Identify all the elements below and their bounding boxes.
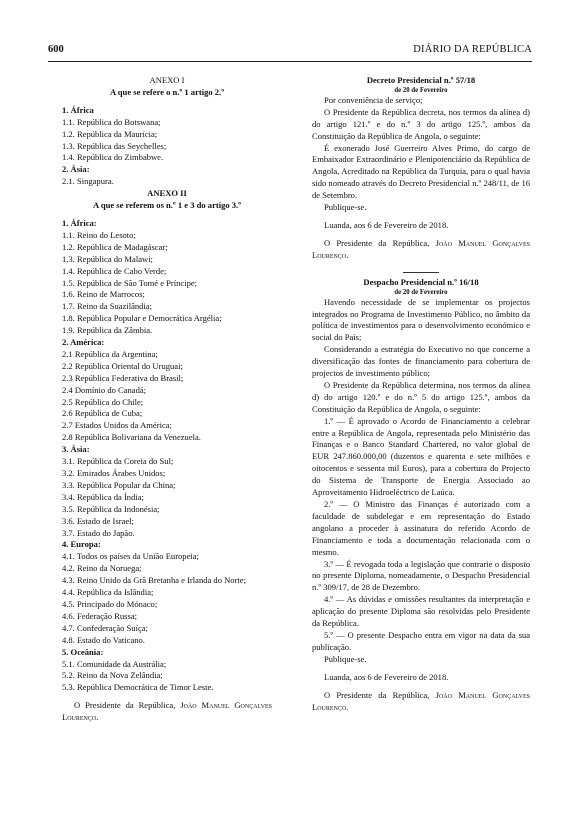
- list-item: 1.1. Reino do Lesoto;: [62, 229, 136, 240]
- list-item: 1.4. República do Zimbabwe.: [62, 152, 164, 163]
- paragraph: 5.º — O presente Despacho entra em vigor na data da sua publicação.: [312, 629, 530, 652]
- annex1-asia-list: [62, 176, 272, 188]
- list-item: 1.3. República do Malawi;: [62, 253, 153, 264]
- paragraph: Por conveniência de serviço;: [324, 94, 423, 105]
- annex2-title: ANEXO II: [147, 188, 187, 199]
- list-item: 5.1. Comunidade da Austrália;: [62, 658, 167, 669]
- list-item: 1.2. República de Madagáscar;: [62, 241, 168, 252]
- list-item: 1.1. República do Botswana;: [62, 116, 161, 127]
- paragraph: O Presidente da República decreta, nos termos da alínea d) do artigo 121.º e do n.º 3 do artigo 125.º, ambos da Constituição da República de Angola, o seguinte:: [312, 106, 530, 141]
- paragraph: 3.º — É revogada toda a legislação que contrarie o disposto no presente Diploma, nomeadamente, o Despacho Presidencial n.º 309/17, de 28 de Dezembro.: [312, 558, 530, 593]
- list-item: 4.3. Reino Unido da Grã Bretanha e Irlanda do Norte;: [62, 575, 246, 586]
- list-item: 5.2. Reino da Nova Zelândia;: [62, 670, 163, 681]
- europa-heading: 4. Europa:: [62, 539, 101, 550]
- paragraph: Publique-se.: [324, 653, 367, 664]
- list-item: 3.7. Estado do Japão.: [62, 527, 135, 538]
- list-item: 2.8 República Bolivariana da Venezuela.: [62, 432, 201, 443]
- decree-place-date: Luanda, aos 6 de Fevereiro de 2018.: [324, 219, 449, 230]
- paragraph: Havendo necessidade de se implementar os projectos integrados no Programa de Investimento Público, no âmbito da política de investimentos para o desenvolvimento económico e social do País;: [312, 296, 530, 343]
- paragraph: O Presidente da República determina, nos termos da alínea d) do artigo 120.º e do n.º 5 do artigo 125.º, ambos da Constituição da República de Angola, o seguinte:: [312, 379, 530, 414]
- annex1-africa-heading: 1. África: [62, 104, 94, 115]
- despacho-signature-prefix: O Presidente da República,: [324, 689, 436, 700]
- annex1-subtitle: A que se refere o n.º 1 artigo 2.º: [109, 86, 225, 97]
- despacho-body: [312, 297, 530, 666]
- annex1-africa-list: [62, 117, 272, 165]
- page-header: [48, 44, 532, 58]
- despacho-place-date: Luanda, aos 6 de Fevereiro de 2018.: [324, 671, 449, 682]
- decree-date: de 20 de Fevereiro: [394, 86, 448, 94]
- despacho-title: Despacho Presidencial n.º 16/18: [363, 276, 479, 287]
- list-item: 3.5. República da Indonésia;: [62, 503, 160, 514]
- paragraph: É exonerado José Guerreiro Alves Primo, do cargo de Embaixador Extraordinário e Plenipotenciário da República de Angola, Acreditado na República da Turquia, para o qual havia sido nomeado através do Decreto Presidencial n.º 248/11, de 16 de Setembro.: [312, 142, 530, 201]
- despacho-date: de 20 de Fevereiro: [394, 288, 448, 296]
- list-item: 2.5 República do Chile;: [62, 396, 144, 407]
- decree-signature-prefix: O Presidente da República,: [324, 237, 436, 248]
- list-item: 3.4. República da Índia;: [62, 491, 144, 502]
- signature-name: João Manuel Gonçalves Lourenço.: [62, 700, 272, 723]
- paragraph: 4.º — As dúvidas e omissões resultantes da interpretação e aplicação do presente Diploma são resolvidas pelo Presidente da República.: [312, 594, 530, 629]
- asia-list: [62, 456, 272, 539]
- list-item: 2.3 República Federativa do Brasil;: [62, 372, 184, 383]
- despacho-signature: [312, 690, 530, 714]
- america-heading: 2. América:: [62, 337, 105, 348]
- paragraph: Publique-se.: [324, 202, 367, 213]
- list-item: 1.2. República da Maurícia;: [62, 128, 158, 139]
- europa-list: [62, 551, 272, 646]
- right-column: [312, 75, 530, 713]
- paragraph: 2.º — O Ministro das Finanças é autorizado com a faculdade de subdelegar e em representação do Estado angolano a proceder à assinatura do referido Acordo de Financiamento e toda a documentação relacionada com o mesmo.: [312, 499, 530, 557]
- signature-prefix: O Presidente da República,: [74, 700, 181, 711]
- annex2-subtitle: A que se referem os n.º 1 e 3 do artigo 3.º: [93, 200, 241, 211]
- list-item: 1.9. República da Zâmbia.: [62, 325, 153, 336]
- left-column: [62, 75, 272, 724]
- list-item: 2.7 Estados Unidos da América;: [62, 420, 172, 431]
- list-item: 3.3. República Popular da China;: [62, 479, 176, 490]
- oceania-heading: 5. Oceânia:: [62, 646, 104, 657]
- list-item: 4.8. Estado do Vaticano.: [62, 634, 145, 645]
- list-item: 4.5. Principado do Mónaco;: [62, 598, 158, 609]
- america-list: [62, 349, 272, 444]
- asia-heading: 3. Ásia:: [62, 444, 90, 455]
- list-item: 2.6 República de Cuba;: [62, 408, 143, 419]
- list-item: 1.3. República das Seychelles;: [62, 140, 167, 151]
- paragraph: Considerando a estratégia do Executivo no que concerne a diversificação das fontes de financiamento para cobertura de projectos de investimento público;: [312, 344, 530, 379]
- decree-signature: [312, 238, 530, 262]
- list-item: 1.5. República de São Tomé e Príncipe;: [62, 277, 198, 288]
- list-item: 4.1. Todos os países da União Europeia;: [62, 551, 199, 562]
- list-item: 2.1. Singapura.: [62, 176, 114, 187]
- decree-body: [312, 95, 530, 214]
- list-item: 1.6. Reino de Marrocos;: [62, 289, 145, 300]
- list-item: 1.8. República Popular e Democrática Argélia;: [62, 313, 222, 324]
- list-item: 2.1 República da Argentina;: [62, 348, 158, 359]
- africa-list: [62, 230, 272, 337]
- section-separator: [403, 272, 439, 273]
- list-item: 4.4. República da Islândia;: [62, 587, 154, 598]
- list-item: 4.7. Confederação Suíça;: [62, 622, 148, 633]
- annex1-title: ANEXO I: [149, 75, 185, 85]
- list-item: 1.4. República de Cabo Verde;: [62, 265, 167, 276]
- list-item: 4.2. Reino da Noruega;: [62, 563, 142, 574]
- list-item: 3.2. Emirados Árabes Unidos;: [62, 468, 166, 478]
- list-item: 2.2 República Oriental do Uruguai;: [62, 360, 183, 371]
- list-item: 3.6. Estado de Israel;: [62, 515, 134, 526]
- list-item: 4.6. Federação Russa;: [62, 610, 138, 621]
- list-item: 5.3. República Democrática de Timor Leste.: [62, 682, 214, 693]
- list-item: 2.4 Domínio do Canadá;: [62, 384, 147, 395]
- list-item: 3.1. República da Coreia do Sul;: [62, 456, 174, 467]
- oceania-list: [62, 659, 272, 695]
- page-number: 600: [48, 44, 64, 55]
- list-item: 1.7. Reino da Suazilândia;: [62, 301, 152, 312]
- left-signature: [62, 700, 272, 724]
- annex1-asia-heading: 2. Ásia:: [62, 164, 90, 175]
- paragraph: 1.º — É aprovado o Acordo de Financiamento a celebrar entre a República de Angola, representada pelo Ministério das Finanças e o Banco Standard Chartered, no valor global de EUR 247.860.000,00 (duzentos e quarenta e sete milhões e oitocentos e sessenta mil Euros), para a cobertura do Projecto do Sistema de Transporte de Energia Associado ao Aproveitamento Hidroeléctrico de Laúca.: [312, 415, 530, 498]
- decree-title: Decreto Presidencial n.º 57/18: [366, 75, 476, 85]
- header-rule: [48, 61, 532, 62]
- africa-heading: 1. África:: [62, 217, 97, 228]
- journal-title: DIÁRIO DA REPÚBLICA: [413, 44, 532, 55]
- decree-signature-name: João Manuel Gonçalves Lourenço.: [312, 237, 530, 260]
- despacho-signature-name: João Manuel Gonçalves Lourenço.: [312, 689, 530, 712]
